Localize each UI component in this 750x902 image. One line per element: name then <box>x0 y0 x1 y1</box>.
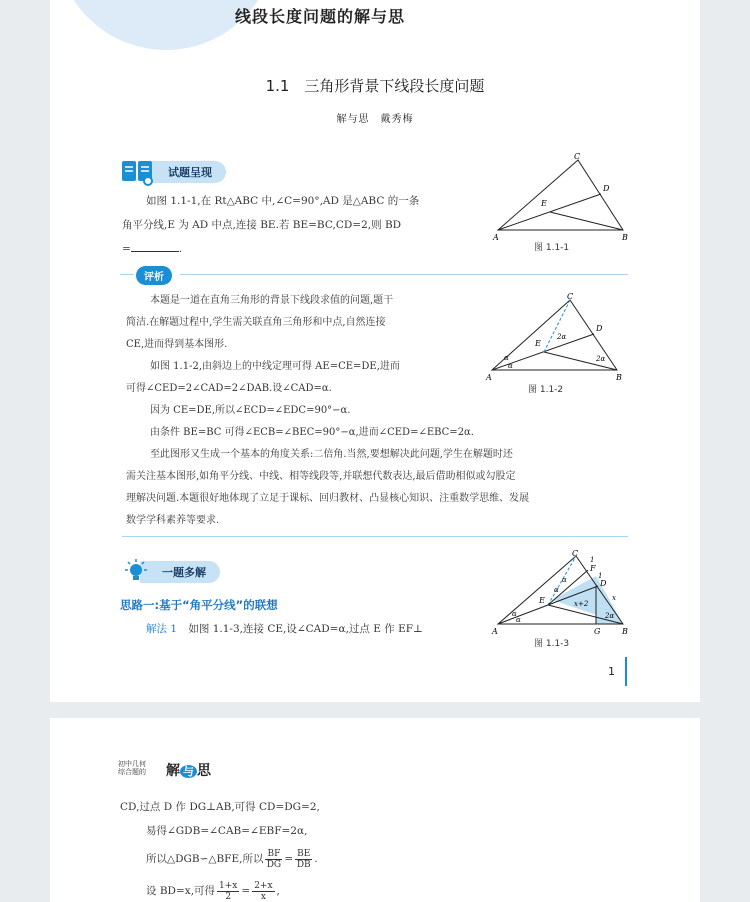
multi-badge-label: 一题多解 <box>140 561 220 583</box>
fig3-label-one-2: 1 <box>598 572 603 580</box>
fraction-1x-2 <box>217 881 239 902</box>
page2-line-2: 易得∠GDB=∠CAB=∠EBF=2α, <box>146 825 308 837</box>
analysis-p5-line-2: 需关注基本图形,如角平分线、中线、相等线段等,并联想代数表达,最后借助相似或勾股定 <box>126 471 516 482</box>
fraction-be-db <box>295 849 312 870</box>
fig2-label-alpha-1: α <box>504 354 509 362</box>
logo-si: 思 <box>197 763 211 779</box>
problem-line-1: 如图 1.1-1,在 Rt△ABC 中,∠C=90°,AD 是△ABC 的一条 <box>146 195 420 207</box>
analysis-p4: 由条件 BE=BC 可得∠ECB=∠BEC=90°−α,进而∠CED=∠EBC=2α. <box>150 427 474 438</box>
book-logo-small-text <box>118 760 146 776</box>
fig1-label-e: E <box>541 199 547 208</box>
problem-line-3 <box>122 238 182 261</box>
fig3-label-two-alpha: 2α <box>605 612 615 620</box>
lightbulb-icon <box>122 559 150 585</box>
fig3-label-c: C <box>572 549 579 558</box>
fig3-label-b: B <box>622 627 628 636</box>
fig3-label-one-1: 1 <box>590 556 595 564</box>
frac-2: 2 <box>225 891 232 902</box>
page2-line-4-eq: = <box>241 885 251 897</box>
frac-dg: DG <box>266 859 282 870</box>
fig2-label-d: D <box>596 324 603 333</box>
analysis-p1-line-2: 简洁.在解题过程中,学生需关联直角三角形和中点,自然连接 <box>126 317 386 328</box>
answer-blank <box>131 242 179 252</box>
multi-badge <box>122 560 220 584</box>
fig2-label-two-alpha-2: 2α <box>596 355 606 363</box>
section-divider <box>122 536 628 537</box>
logo-jie: 解 <box>166 763 180 779</box>
fig2-label-e: E <box>535 339 541 348</box>
fig3-label-g: G <box>594 627 601 636</box>
figure-1-3-caption: 图 1.1-3 <box>534 639 570 649</box>
logo-yu: 与 <box>180 765 197 778</box>
fig3-label-e: E <box>539 596 545 605</box>
figure-1-2-caption: 图 1.1-2 <box>528 385 564 395</box>
analysis-rule-right <box>180 274 628 275</box>
problem-line-3-prefix: = <box>122 243 131 255</box>
page-2 <box>50 718 700 902</box>
fraction-2x-x <box>252 881 274 902</box>
fig3-label-f: F <box>590 564 596 573</box>
analysis-p1-line-1: 本题是一道在直角三角形的背景下线段求值的问题,题干 <box>150 295 394 306</box>
analysis-p2-line-2: 可得∠CED=2∠CAD=2∠DAB.设∠CAD=α. <box>126 383 332 394</box>
fig1-label-b: B <box>622 233 628 242</box>
fig2-label-a: A <box>486 373 492 382</box>
fig3-label-x: x <box>612 594 616 602</box>
figure-1-1-caption: 图 1.1-1 <box>534 243 570 253</box>
fig2-label-b: B <box>616 373 622 382</box>
frac-be: BE <box>297 848 311 859</box>
analysis-badge <box>120 263 164 287</box>
fig3-label-alpha-2: α <box>516 616 521 624</box>
fig3-label-alpha-3: α <box>562 576 567 584</box>
fig3-label-x-plus-2: x+2 <box>574 600 589 608</box>
analysis-p2-line-1: 如图 1.1-2,由斜边上的中线定理可得 AE=CE=DE,进而 <box>150 361 400 372</box>
page2-line-1: CD,过点 D 作 DG⊥AB,可得 CD=DG=2, <box>120 801 320 813</box>
page-number-bar <box>625 657 627 686</box>
analysis-p5-line-1: 至此图形又生成一个基本的角度关系:二倍角.当然,要想解决此问题,学生在解题时还 <box>150 449 513 460</box>
fig3-label-alpha-4: α <box>554 586 559 594</box>
logo-small-line-1: 初中几何 <box>118 760 146 768</box>
page2-line-3-prefix: 所以△DGB∽△BFE,所以 <box>146 853 264 865</box>
method-line <box>146 618 423 641</box>
frac-1px: 1+x <box>219 880 238 891</box>
method-label: 解法 1 <box>146 623 178 635</box>
analysis-p1-line-3: CE,进而得到基本图形. <box>126 339 228 350</box>
problem-badge <box>120 160 226 184</box>
analysis-p3: 因为 CE=DE,所以∠ECD=∠EDC=90°−α. <box>150 405 351 416</box>
page-1 <box>50 0 700 702</box>
fig3-label-alpha-1: α <box>512 610 517 618</box>
problem-line-3-suffix: . <box>178 243 183 255</box>
fig2-label-two-alpha-1: 2α <box>557 333 567 341</box>
page2-line-4 <box>146 878 280 902</box>
figure-1-3 <box>488 548 638 638</box>
fig3-label-d: D <box>600 579 607 588</box>
analysis-rule-left <box>120 274 134 275</box>
analysis-p5-line-4: 数学学科素养等要求. <box>126 515 220 526</box>
fig1-label-a: A <box>493 233 499 242</box>
page2-line-3-eq: = <box>284 853 294 865</box>
frac-2px: 2+x <box>254 880 273 891</box>
problem-line-2: 角平分线,E 为 AD 中点,连接 BE.若 BE=BC,CD=2,则 BD <box>122 219 402 231</box>
fig1-label-c: C <box>574 152 581 161</box>
analysis-badge-label: 评析 <box>136 266 172 285</box>
page2-line-4-suffix: , <box>276 885 280 897</box>
problem-badge-label: 试题呈现 <box>146 161 226 183</box>
fig3-label-a: A <box>492 627 498 636</box>
fig2-label-c: C <box>567 292 574 301</box>
method-text: 如图 1.1-3,连接 CE,设∠CAD=α,过点 E 作 EF⊥ <box>188 623 423 635</box>
page-number: 1 <box>608 665 615 678</box>
figure-1-1 <box>488 150 638 242</box>
chapter-title: 线段长度问题的解与思 <box>235 7 406 26</box>
page2-line-3-suffix: . <box>314 853 318 865</box>
fig1-label-d: D <box>603 184 610 193</box>
frac-x: x <box>260 891 266 902</box>
authors: 解与思 戴秀梅 <box>336 114 414 125</box>
idea-heading: 思路一:基于“角平分线”的联想 <box>120 598 278 612</box>
page2-line-3 <box>146 846 318 872</box>
section-title: 1.1 三角形背景下线段长度问题 <box>265 77 485 95</box>
logo-small-line-2: 综合题的 <box>118 768 146 776</box>
fig2-label-alpha-2: α <box>508 362 513 370</box>
fraction-bf-dg <box>265 849 282 870</box>
book-logo <box>166 760 211 780</box>
frac-bf: BF <box>267 848 281 859</box>
book-icon <box>120 157 156 187</box>
page2-line-4-prefix: 设 BD=x,可得 <box>146 885 216 897</box>
frac-db: DB <box>296 859 311 870</box>
analysis-p5-line-3: 理解决问题.本题很好地体现了立足于课标、回归教材、凸显核心知识、注重数学思维、发展 <box>126 493 530 504</box>
figure-1-2 <box>482 290 632 382</box>
